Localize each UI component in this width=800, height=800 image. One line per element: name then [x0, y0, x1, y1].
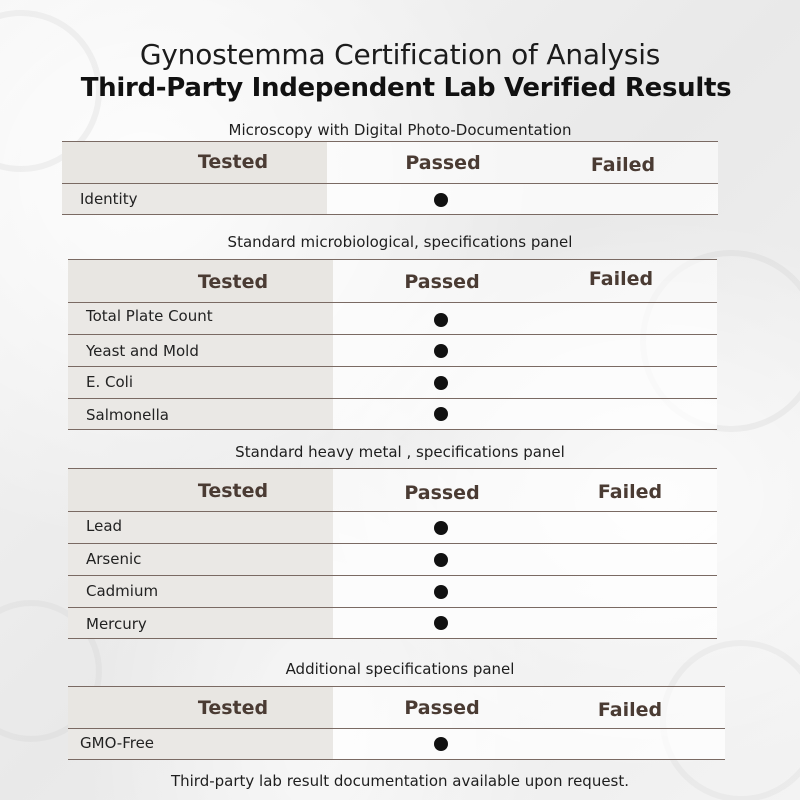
passed-dot-icon: [434, 616, 448, 630]
table-row: [68, 728, 725, 760]
column-header-failed: Failed: [590, 154, 656, 176]
header-tested-cell: [62, 142, 327, 183]
passed-dot-icon: [434, 344, 448, 358]
table-header-row: [68, 259, 717, 302]
row-label: E. Coli: [86, 373, 133, 391]
table-row: [68, 575, 717, 607]
column-header-tested: Tested: [197, 271, 269, 293]
table-row: [68, 334, 717, 366]
column-header-tested: Tested: [197, 480, 269, 502]
table-row: [68, 511, 717, 543]
column-header-failed: Failed: [597, 481, 663, 503]
passed-dot-icon: [434, 376, 448, 390]
row-label: Arsenic: [86, 550, 142, 568]
passed-dot-icon: [434, 553, 448, 567]
page-subtitle: Third-Party Independent Lab Verified Results: [80, 73, 732, 103]
table-header-row: [62, 141, 718, 183]
passed-dot-icon: [434, 521, 448, 535]
panel-caption-additional: Additional specifications panel: [285, 660, 515, 678]
table-row: [68, 543, 717, 575]
passed-dot-icon: [434, 193, 448, 207]
table-header-row: [68, 468, 717, 511]
table-microscopy: [62, 141, 718, 215]
table-row: [68, 398, 717, 430]
page-title: Gynostemma Certification of Analysis: [139, 38, 661, 71]
column-header-tested: Tested: [197, 697, 269, 719]
column-header-passed: Passed: [404, 697, 480, 719]
panel-caption-microbiological: Standard microbiological, specifications panel: [227, 233, 573, 251]
passed-dot-icon: [434, 407, 448, 421]
column-header-failed: Failed: [597, 699, 663, 721]
column-header-passed: Passed: [404, 482, 480, 504]
row-label: GMO-Free: [80, 734, 155, 752]
footer-note: Third-party lab result documentation available upon request.: [170, 772, 630, 790]
row-label: Cadmium: [86, 582, 159, 600]
panel-caption-heavy-metal: Standard heavy metal , specifications panel: [235, 443, 565, 461]
passed-dot-icon: [434, 737, 448, 751]
table-additional: [68, 686, 725, 760]
table-row: [62, 183, 718, 215]
column-header-failed: Failed: [588, 268, 654, 290]
row-label: Identity: [80, 190, 138, 208]
table-row: [68, 302, 717, 334]
panel-caption-microscopy: Microscopy with Digital Photo-Documentation: [228, 121, 572, 139]
column-header-passed: Passed: [404, 271, 480, 293]
passed-dot-icon: [434, 313, 448, 327]
row-label: Yeast and Mold: [86, 342, 199, 360]
table-header-row: [68, 686, 725, 728]
column-header-passed: Passed: [405, 152, 481, 174]
table-row: [68, 366, 717, 398]
table-heavy-metal: [68, 468, 717, 639]
table-row: [68, 607, 717, 639]
row-label: Salmonella: [86, 406, 169, 424]
row-label: Lead: [86, 517, 123, 535]
table-microbiological: [68, 259, 717, 430]
column-header-tested: Tested: [197, 151, 269, 173]
passed-dot-icon: [434, 585, 448, 599]
row-label: Mercury: [86, 615, 147, 633]
row-label: Total Plate Count: [86, 307, 213, 325]
